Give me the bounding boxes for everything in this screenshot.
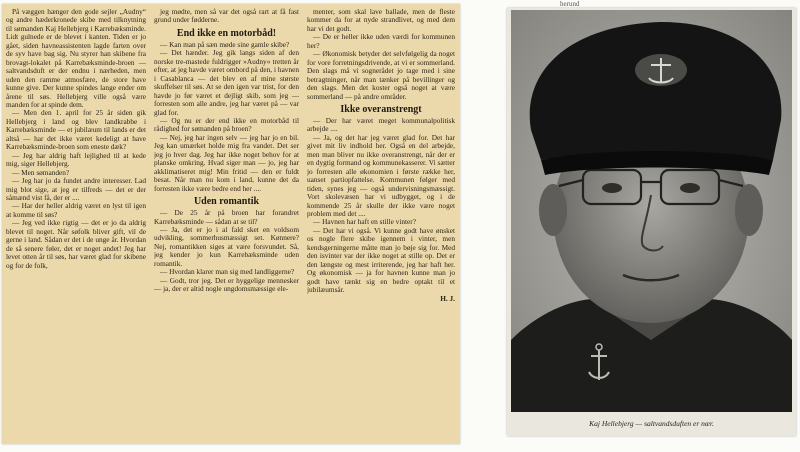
paragraph: — Jeg har aldrig haft lejlighed til at kede mig, siger Hellebjerg. [6, 150, 146, 169]
subheading: Ikke overanstrengt [340, 103, 422, 115]
paragraph: — Men den 1. april for 25 år siden gik Hellebjerg i land og blev landkrabbe i Karrebæksminde — et jubilæum til lands er det altså — har det ikke været kedeligt at have Karrebæksminde-broen som eneste dæk? [6, 108, 146, 152]
newspaper-clipping [2, 4, 460, 444]
paragraph: — Det har vi også. Vi kunne godt have ønsket os nogle flere skibe igennem i vinter, men kendsgerningerne måtte man jo bøje sig for. Med den isvinter var der ikke noget at stille op. Det er den længste og mest irriterende, jeg har haft her. Og økonomisk — ja for havnen kunne man jo godt have tænkt sig en bedre optakt til et jubilæumsår. [307, 225, 455, 295]
article-column-2 [154, 8, 299, 440]
paragraph: jeg mødte, men så var det også rart at få fast grund under fødderne. [154, 8, 299, 25]
paragraph: — Jeg har jo da fundet andre interesser. Lad mig blot sige, at jeg er tilfreds — det er der såmænd vist få, der er .... [6, 176, 146, 202]
paragraph: — Det hænder. Jeg gik langs siden af den norske tre-mastede fuldrigger »Audny« tretten år efter, at jeg havde været ombord på den, i havnen i Casablanca — det blev en af mine største skuffelser til søs. At se den igen var trist, for den havde jo før været et dejligt skib, som jeg — forresten som alle andre, jeg har været på — var glad for. [154, 48, 299, 117]
paragraph: — Men sømanden? [12, 167, 70, 177]
paragraph: — Hvordan klarer man sig med landliggerne? [160, 267, 295, 277]
author-signature: H. J. [440, 293, 455, 303]
paragraph: — Ja, det er jo i al fald sket en voldsom udvikling, sommerhusmæssigt set. Kønnere? Nej, romantikken siges at være forsvundet. Så, jeg kender jo kun Karrebæksminde uden romantik. [154, 224, 299, 268]
article-column-3 [307, 8, 455, 440]
article-column-1 [6, 8, 146, 440]
subheading: End ikke en motorbåd! [176, 27, 277, 39]
paragraph: — Ja, og det har jeg været glad for. Det har givet mit liv indhold her. Også en del arbejde, men man bliver nu ikke overanstrengt, når der er en dygtig formand og kommunekasserer. Vi sætter jo forresten alle økonomien i første række her, uanset partiopfattelse. Kommunen følger med tiden, synes jeg — også undervisningsmæssigt. Vort skolevæsen har vi udbygget, og i de kommende 25 år skulle der ikke være noget problem med det .... [307, 132, 455, 218]
paragraph: — De 25 år på broen har forandret Karrebæksminde — sådan at se til? [154, 208, 299, 226]
paragraph: menter, som skal lave ballade, men de fleste kommer da for at nyde strandlivet, og med dem har vi det godt. [307, 8, 455, 33]
portrait-photo-clipping [507, 8, 796, 436]
anchor-badge-icon [635, 54, 687, 86]
paragraph: — Har der heller aldrig været en lyst til igen at komme til søs? [6, 201, 146, 219]
paragraph: — De er heller ikke uden værdi for kommunen her? [307, 32, 455, 50]
subheading: Uden romantik [193, 196, 260, 208]
paragraph: — Økonomisk betyder det selvfølgelig da noget for vore forretningsdrivende, at vi er sommerland. Den slags må vi sognerådet jo tage med i sine betragtninger, når man tænker på bevillinger og den slags. Men det koster også noget at være sommerland — på andre områder. [307, 49, 455, 101]
paragraph: — Havnen har haft en stille vinter? [313, 217, 416, 227]
portrait-photo [511, 10, 792, 412]
photo-caption: Kaj Hellebjerg — saltvandsduften er nær. [589, 419, 714, 428]
paragraph: — Og nu er der end ikke en motorbåd til rådighed for sømanden på broen? [154, 115, 299, 134]
paragraph: På væggen hænger den gode sejler „Audny“ og andre hæderkronede skibe med tilknytning til sømanden Kaj Hellebjerg i Karrebæksminde. Lidt gulnede er de blevet i kanten. Tiden er jo gået, siden havneassistenten lagde farten over de syv have bag sig. Nu styrer han skibene fra brovagt-lokalet på Karrebæksminde-broen — saltvandsduft er der endnu i nærheden, men uden den ramme atmosfære, de store have kunne give. Der kunne spindes lange ender om årene til søs. Hellebjerg ville også være manden for at spinde dem. [6, 8, 146, 109]
paragraph: — Godt, tror jeg. Det er hyggelige mennesker — ja, der er altid nogle ungdomsmæssige ele- [154, 275, 299, 294]
paragraph: — Kan man på sæn møde sine gamle skibe? [160, 39, 290, 49]
paragraph: — Der har været meget kommunalpolitisk arbejde .... [307, 115, 455, 134]
captain-portrait-illustration [511, 10, 792, 412]
paragraph: — Jeg ved ikke rigtig — det er jo da aldrig blevet til noget. Når søfolk bliver gift, vil de gerne i land. Sådan er det i de unge år. Hvordan de så senere føler, det er noget andet! Jeg har levet otten år til søs, har været glad for skibene og for de folk, [6, 218, 146, 270]
adjacent-clipping-fragment: herund [560, 0, 580, 8]
paragraph: — Nej, jeg har ingen selv — jeg har jo en bil. Jeg kan umærket holde mig fra vandet. Det ser jeg jo hver dag. Jeg har ikke noget behov for at planske omkring. Hvad siger man — jo, jeg har akklimatiseret mig! Min fritid — den er fuldt besat. Når man nu kom i land, kunne det da forresten ikke være bedre end her .... [154, 132, 299, 193]
